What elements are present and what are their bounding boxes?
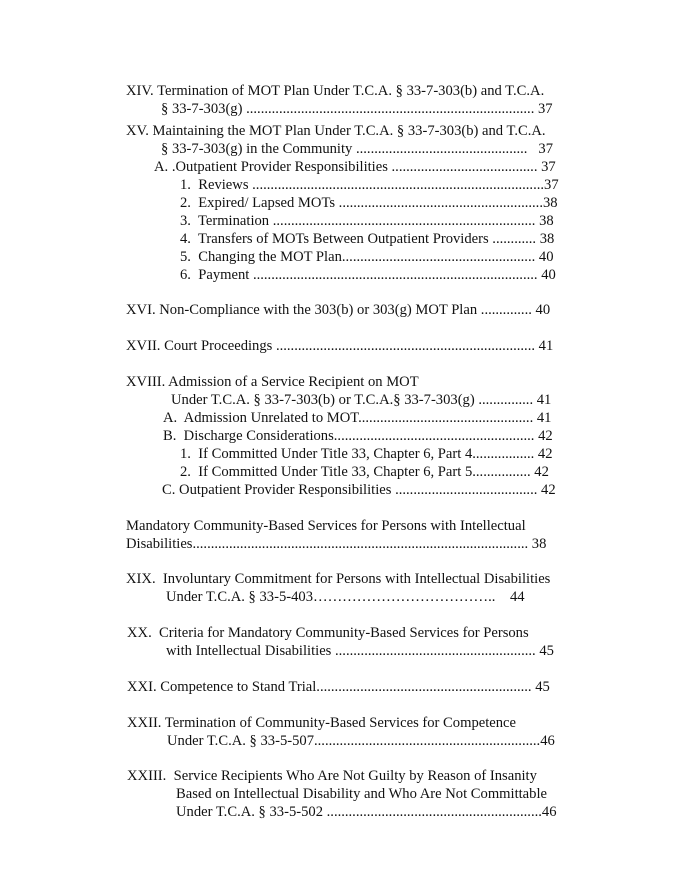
toc-line: A. Admission Unrelated to MOT................................................ 41 (163, 410, 552, 426)
toc-line: with Intellectual Disabilities ....................................................... 45 (166, 643, 554, 659)
toc-line: Mandatory Community-Based Services for Persons with Intellectual (126, 518, 526, 534)
toc-line: XV. Maintaining the MOT Plan Under T.C.A. § 33-7-303(b) and T.C.A. (126, 123, 546, 139)
toc-line: XIV. Termination of MOT Plan Under T.C.A. § 33-7-303(b) and T.C.A. (126, 83, 545, 99)
toc-line: XXII. Termination of Community-Based Services for Competence (127, 715, 516, 731)
toc-line: XX. Criteria for Mandatory Community-Based Services for Persons (127, 625, 529, 641)
toc-line: XVIII. Admission of a Service Recipient on MOT (126, 374, 419, 390)
toc-line: 6. Payment .............................................................................. 40 (180, 267, 556, 283)
toc-line: XXI. Competence to Stand Trial........................................................... 45 (127, 679, 550, 695)
toc-line: Disabilities............................................................................................ 38 (126, 536, 547, 552)
toc-line: XVI. Non-Compliance with the 303(b) or 303(g) MOT Plan .............. 40 (126, 302, 551, 318)
toc-line: 1. If Committed Under Title 33, Chapter 6, Part 4................. 42 (180, 446, 553, 462)
toc-line: 5. Changing the MOT Plan..................................................... 40 (180, 249, 554, 265)
toc-line: 1. Reviews ................................................................................37 (180, 177, 559, 193)
toc-line: Under T.C.A. § 33-7-303(b) or T.C.A.§ 33-7-303(g) ............... 41 (171, 392, 552, 408)
toc-line: A. .Outpatient Provider Responsibilities ........................................ 37 (154, 159, 556, 175)
toc-line: Under T.C.A. § 33-5-502 ...........................................................46 (176, 804, 557, 820)
toc-line: C. Outpatient Provider Responsibilities ....................................... 42 (162, 482, 556, 498)
toc-line: B. Discharge Considerations....................................................... 42 (163, 428, 553, 444)
toc-line: 2. If Committed Under Title 33, Chapter 6, Part 5................ 42 (180, 464, 549, 480)
toc-line: XIX. Involuntary Commitment for Persons with Intellectual Disabilities (126, 571, 551, 587)
toc-line: XVII. Court Proceedings ....................................................................... 41 (126, 338, 554, 354)
toc-line: Under T.C.A. § 33-5-403……………………………….. 44 (166, 589, 525, 605)
toc-line: Under T.C.A. § 33-5-507..............................................................46 (167, 733, 555, 749)
toc-line: 4. Transfers of MOTs Between Outpatient Providers ............ 38 (180, 231, 555, 247)
toc-line: 2. Expired/ Lapsed MOTs ........................................................38 (180, 195, 558, 211)
toc-line: § 33-7-303(g) ............................................................................... 37 (161, 101, 553, 117)
toc-line: Based on Intellectual Disability and Who Are Not Committable (176, 786, 547, 802)
toc-line: XXIII. Service Recipients Who Are Not Guilty by Reason of Insanity (127, 768, 537, 784)
toc-line: 3. Termination ........................................................................ 38 (180, 213, 554, 229)
toc-line: § 33-7-303(g) in the Community ............................................... 37 (161, 141, 553, 157)
